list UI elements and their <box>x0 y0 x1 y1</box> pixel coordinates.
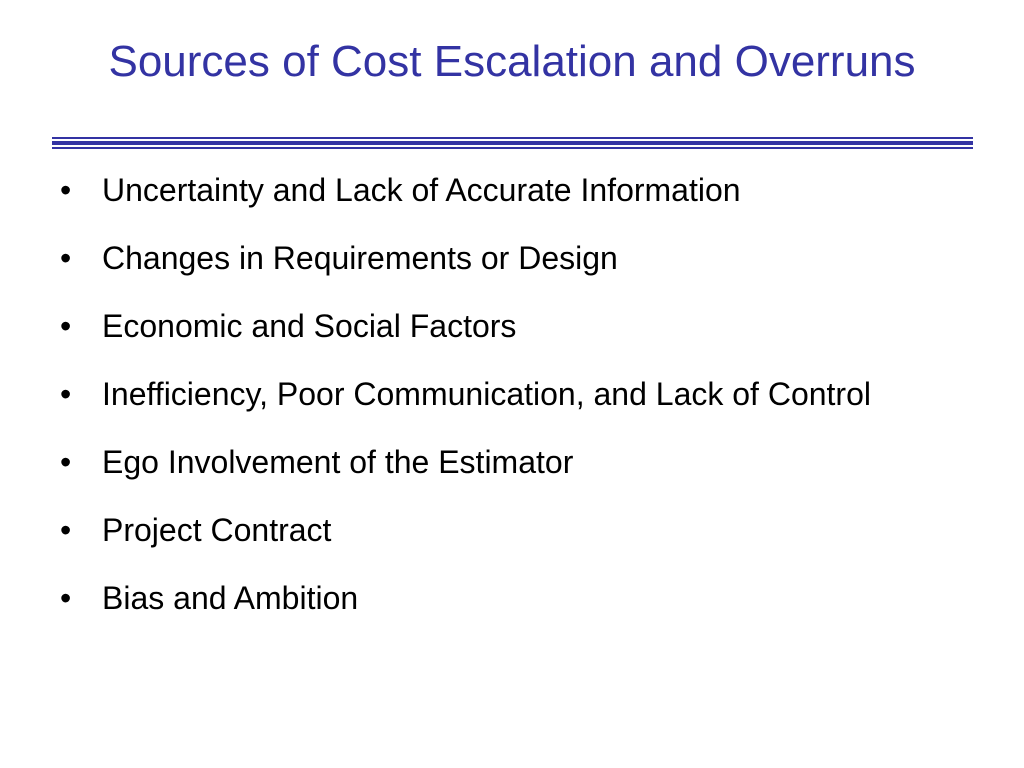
list-item <box>56 305 956 347</box>
bullet-text: Changes in Requirements or Design <box>102 240 618 276</box>
bullet-icon: • <box>60 580 72 616</box>
divider-line-top <box>52 137 973 139</box>
list-item <box>56 169 956 211</box>
title-divider <box>52 137 973 149</box>
bullet-list <box>56 169 956 645</box>
bullet-text: Inefficiency, Poor Communication, and Lack of Control <box>102 376 871 412</box>
bullet-icon: • <box>60 376 72 412</box>
divider-line-middle <box>52 141 973 145</box>
divider-line-bottom <box>52 147 973 149</box>
bullet-icon: • <box>60 240 72 276</box>
bullet-icon: • <box>60 512 72 548</box>
list-item <box>56 237 956 279</box>
bullet-text: Project Contract <box>102 512 332 548</box>
list-item <box>56 441 956 483</box>
list-item <box>56 373 956 415</box>
slide-title: Sources of Cost Escalation and Overruns <box>108 37 916 86</box>
list-item <box>56 577 956 619</box>
bullet-text: Economic and Social Factors <box>102 308 517 344</box>
bullet-icon: • <box>60 444 72 480</box>
bullet-text: Ego Involvement of the Estimator <box>102 444 574 480</box>
list-item <box>56 509 956 551</box>
bullet-text: Uncertainty and Lack of Accurate Information <box>102 172 741 208</box>
bullet-icon: • <box>60 308 72 344</box>
bullet-text: Bias and Ambition <box>102 580 359 616</box>
bullet-icon: • <box>60 172 72 208</box>
